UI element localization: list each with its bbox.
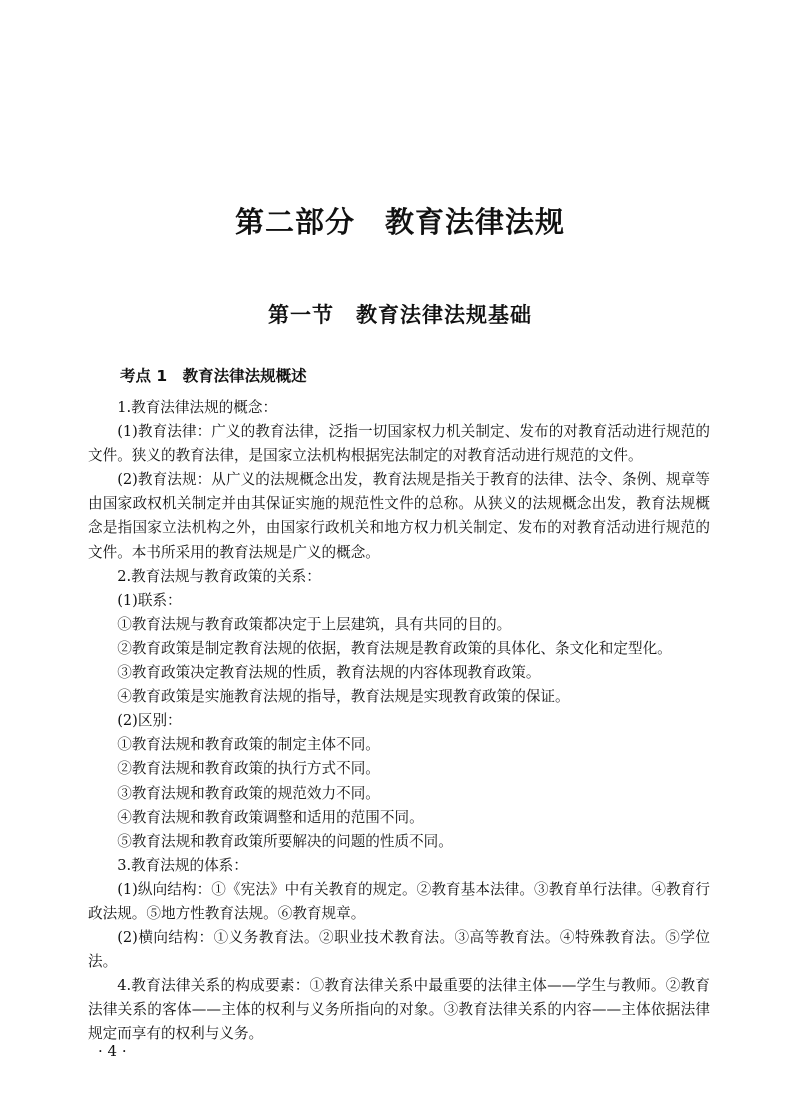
paragraph-education-regulation: (2)教育法规：从广义的法规概念出发，教育法规是指关于教育的法律、法令、条例、规章等由国家政权机关制定并由其保证实施的规范性文件的总称。从狭义的法规概念出发，教育法规概念是指国家立法机构之外，由国家行政机关和地方权力机关制定、发布的对教育活动进行规范的文件。本书所采用的教育法规是广义的概念。 (88, 471, 710, 561)
paragraph-system-heading: 3.教育法规的体系： (117, 856, 248, 874)
paragraph-legal-relation-elements: 4.教育法律关系的构成要素：①教育法律关系中最重要的法律主体——学生与教师。②教育法律关系的客体——主体的权利与义务所指向的对象。③教育法律关系的内容——主体依据法律规定而享有的权利与义务。 (88, 977, 710, 1043)
paragraph-horizontal-structure: (2)横向结构：①义务教育法。②职业技术教育法。③高等教育法。④特殊教育法。⑤学位法。 (88, 929, 710, 971)
section-title: 第一节 教育法律法规基础 (268, 303, 532, 327)
page-number: · 4 · (98, 1042, 127, 1060)
paragraph-difference-heading: (2)区别： (117, 712, 182, 730)
paragraph-connection-item: ②教育政策是制定教育法规的依据，教育法规是教育政策的具体化、条文化和定型化。 (117, 639, 672, 657)
paragraph-connection-item: ①教育法规与教育政策都决定于上层建筑，具有共同的目的。 (117, 615, 512, 633)
paragraph-difference-item: ②教育法规和教育政策的执行方式不同。 (117, 760, 380, 778)
paragraph-connection-item: ④教育政策是实施教育法规的指导，教育法规是实现教育政策的保证。 (117, 688, 570, 706)
paragraph-difference-item: ④教育法规和教育政策调整和适用的范围不同。 (117, 808, 424, 826)
paragraph-connection-item: ③教育政策决定教育法规的性质，教育法规的内容体现教育政策。 (117, 664, 541, 682)
paragraph-difference-item: ③教育法规和教育政策的规范效力不同。 (117, 784, 380, 802)
paragraph-difference-item: ①教育法规和教育政策的制定主体不同。 (117, 736, 380, 754)
body-text (88, 396, 710, 1047)
paragraph-education-law: (1)教育法律：广义的教育法律，泛指一切国家权力机关制定、发布的对教育活动进行规范的文件。狭义的教育法律，是国家立法机构根据宪法制定的对教育活动进行规范的文件。 (88, 423, 710, 465)
paragraph-connection-heading: (1)联系： (117, 591, 182, 609)
topic-title: 考点 1 教育法律法规概述 (120, 367, 307, 385)
paragraph-concept-heading: 1.教育法律法规的概念： (117, 399, 278, 416)
paragraph-difference-item: ⑤教育法规和教育政策所要解决的问题的性质不同。 (117, 832, 453, 850)
paragraph-relation-heading: 2.教育法规与教育政策的关系： (117, 567, 321, 585)
paragraph-vertical-structure: (1)纵向结构：①《宪法》中有关教育的规定。②教育基本法律。③教育单行法律。④教育行政法规。⑤地方性教育法规。⑥教育规章。 (88, 880, 710, 922)
part-title: 第二部分 教育法律法规 (234, 205, 565, 239)
